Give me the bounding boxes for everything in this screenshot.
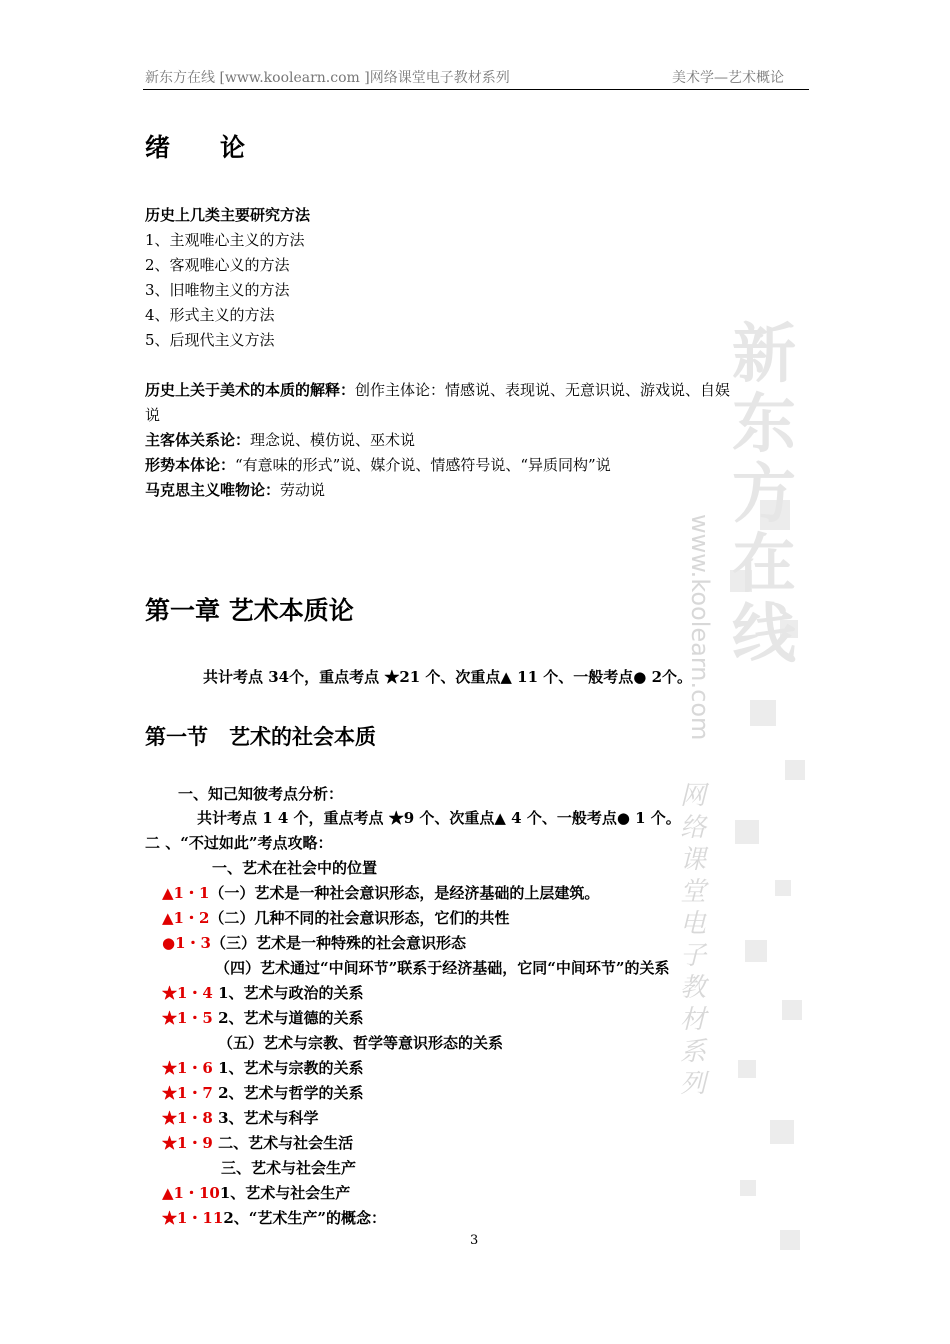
item-text: 3、艺术与科学 — [212, 1109, 319, 1127]
form-label: 形势本体论： — [145, 456, 236, 474]
watermark-brand: 新东方在线 — [732, 317, 796, 672]
list-item — [162, 1132, 353, 1153]
method-item: 2、客观唯心义的方法 — [145, 256, 290, 274]
essence-text: 创作主体论：情感说、表现说、无意识说、游戏说、自娱 — [355, 381, 731, 399]
item-marker: ★1・4 — [162, 984, 213, 1002]
marx-line — [145, 479, 325, 500]
watermark — [680, 317, 810, 1280]
essence-label: 历史上关于美术的本质的解释： — [145, 381, 356, 399]
method-item: 4、形式主义的方法 — [145, 306, 275, 324]
item-marker: ▲1・2 — [162, 909, 210, 927]
item-marker: ▲1・10 — [162, 1184, 220, 1202]
list-item: （四）艺术通过“中间环节”联系于经济基础，它同“中间环节”的关系 — [215, 959, 670, 977]
list-item: （五）艺术与宗教、哲学等意识形态的关系 — [218, 1034, 504, 1052]
item-marker: ▲1・1 — [162, 884, 210, 902]
essence-wrap: 说 — [145, 406, 161, 424]
method-item: 3、旧唯物主义的方法 — [145, 281, 290, 299]
methods-heading: 历史上几类主要研究方法 — [145, 206, 311, 224]
list-item — [162, 882, 599, 903]
list-item — [162, 1082, 364, 1103]
analysis-heading: 一、知己知彼考点分析： — [178, 785, 344, 803]
list-item — [162, 1107, 319, 1128]
watermark-series: 网络课堂电子教材系列 — [680, 781, 707, 1099]
list-item — [162, 1007, 364, 1028]
marx-label: 马克思主义唯物论： — [145, 481, 281, 499]
list-item: 三、艺术与社会生产 — [221, 1159, 357, 1177]
header-left: 新东方在线 [www.koolearn.com ]网络课堂电子教材系列 — [145, 70, 510, 86]
item-text: 1、艺术与政治的关系 — [212, 984, 364, 1002]
item-marker: ★1・9 — [162, 1134, 213, 1152]
item-marker: ●1・3 — [162, 934, 211, 952]
page-number: 3 — [470, 1233, 479, 1248]
item-text: 1、艺术与社会生产 — [219, 1184, 351, 1202]
subject-line — [145, 429, 415, 450]
chapter-summary: 共计考点 34个，重点考点 ★21 个、次重点▲ 11 个、一般考点● 2个。 — [203, 668, 693, 686]
item-text: 1、艺术与宗教的关系 — [212, 1059, 364, 1077]
list-item — [162, 932, 466, 953]
marx-text: 劳动说 — [280, 481, 326, 499]
list-item — [162, 1207, 386, 1228]
intro-title: 绪 论 — [145, 133, 246, 162]
item-marker: ★1・5 — [162, 1009, 213, 1027]
list-item — [162, 907, 509, 928]
list-item — [162, 1057, 364, 1078]
header-rule — [143, 89, 809, 90]
item-marker: ★1・7 — [162, 1084, 213, 1102]
item-text: 2、艺术与道德的关系 — [212, 1009, 364, 1027]
list-item — [162, 982, 364, 1003]
item-marker: ★1・11 — [162, 1209, 224, 1227]
header-right: 美术学—艺术概论 — [672, 70, 784, 86]
subject-label: 主客体关系论： — [145, 431, 251, 449]
item-text: 2、艺术与哲学的关系 — [212, 1084, 364, 1102]
watermark-url: www.koolearn.com — [686, 514, 714, 741]
item-marker: ★1・8 — [162, 1109, 213, 1127]
method-item: 5、后现代主义方法 — [145, 331, 275, 349]
chapter-title: 第一章 艺术本质论 — [145, 596, 354, 625]
item-marker: ★1・6 — [162, 1059, 213, 1077]
subject-text: 理念说、模仿说、巫术说 — [250, 431, 416, 449]
item-text: （二）几种不同的社会意识形态，它们的共性 — [209, 909, 510, 927]
item-text: 二、艺术与社会生活 — [212, 1134, 354, 1152]
essence-line — [145, 379, 730, 400]
list-item: 一、艺术在社会中的位置 — [212, 859, 378, 877]
item-text: 2、“艺术生产”的概念： — [223, 1209, 387, 1227]
item-text: （三）艺术是一种特殊的社会意识形态 — [210, 934, 466, 952]
method-item: 1、主观唯心主义的方法 — [145, 231, 305, 249]
form-line — [145, 454, 611, 475]
form-text: “有意味的形式”说、媒介说、情感符号说、“异质同构”说 — [235, 456, 611, 474]
list-item — [162, 1182, 350, 1203]
analysis-text: 共计考点 1 4 个，重点考点 ★9 个、次重点▲ 4 个、一般考点● 1 个。 — [197, 809, 681, 827]
strategy-heading: 二 、“不过如此”考点攻略： — [145, 834, 333, 852]
item-text: （一）艺术是一种社会意识形态，是经济基础的上层建筑。 — [209, 884, 600, 902]
section-title: 第一节 艺术的社会本质 — [145, 724, 376, 749]
